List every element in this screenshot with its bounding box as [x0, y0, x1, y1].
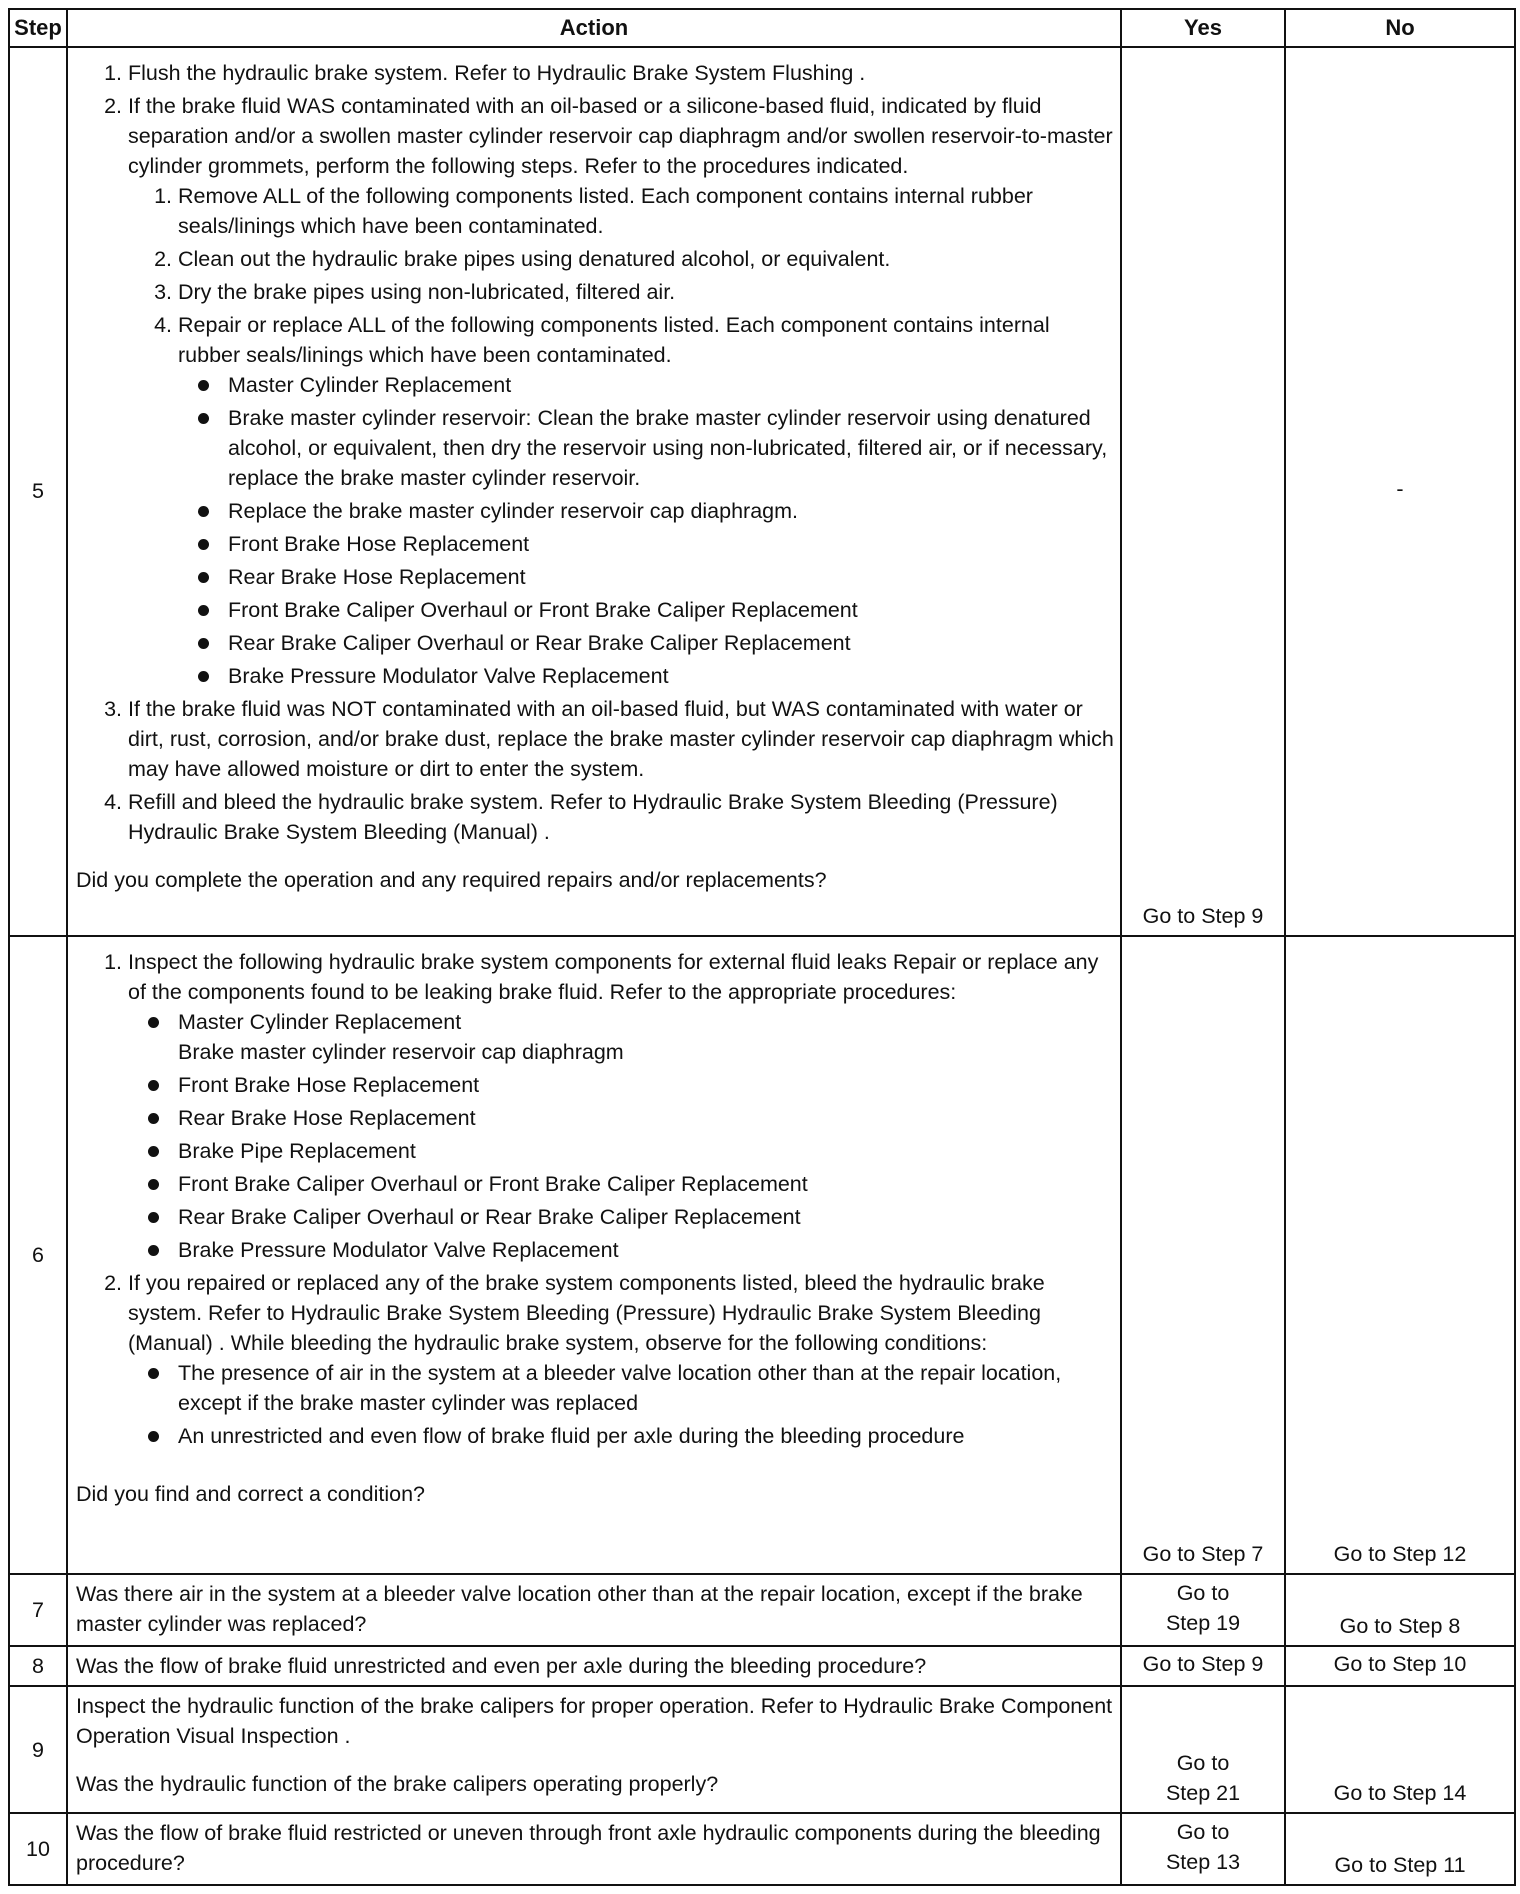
bullet-item: Brake Pressure Modulator Valve Replacement [228, 661, 1114, 691]
component-bullets [178, 370, 1114, 691]
bullet-item: Brake master cylinder reservoir: Clean the brake master cylinder reservoir using denatured alcohol, or equivalent, then dry the reservoir using non-lubricated, filtered air, or if necessary, replace the brake master cylinder reservoir. [228, 403, 1114, 493]
bullet-item [178, 1007, 1114, 1067]
action-cell: Was the flow of brake fluid restricted or uneven through front axle hydraulic components during the bleeding procedure? [67, 1813, 1121, 1885]
no-cell: Go to Step 11 [1285, 1813, 1515, 1885]
header-no: No [1285, 9, 1515, 47]
no-cell: - [1285, 47, 1515, 936]
step-number: 10 [9, 1813, 67, 1885]
bullet-text: Master Cylinder Replacement [178, 1009, 462, 1034]
header-row [9, 9, 1515, 47]
bullet-subtext: Brake master cylinder reservoir cap diaphragm [178, 1039, 624, 1064]
list-item: 3. Dry the brake pipes using non-lubricated, filtered air. [178, 277, 1114, 307]
action-cell [67, 936, 1121, 1574]
list-item-text: Inspect the following hydraulic brake system components for external fluid leaks Repair or replace any of the components found to be leaking brake fluid. Refer to the appropriate procedures: [128, 949, 1099, 1004]
bullet-item: Brake Pressure Modulator Valve Replacement [178, 1235, 1114, 1265]
step-number: 7 [9, 1574, 67, 1646]
no-cell: Go to Step 8 [1285, 1574, 1515, 1646]
no-cell: Go to Step 10 [1285, 1646, 1515, 1686]
bullet-item: Front Brake Hose Replacement [228, 529, 1114, 559]
yes-text: Go to Step 19 [1165, 1581, 1241, 1636]
yes-cell [1121, 1574, 1285, 1646]
table-row [9, 1686, 1515, 1812]
question-text: Did you find and correct a condition? [76, 1481, 425, 1506]
step-number: 9 [9, 1686, 67, 1812]
yes-cell: Go to Step 9 [1121, 47, 1285, 936]
header-step: Step [9, 9, 67, 47]
no-cell: Go to Step 12 [1285, 936, 1515, 1574]
bullet-item: Master Cylinder Replacement [228, 370, 1114, 400]
list-item: 1. Remove ALL of the following components listed. Each component contains internal rubber seals/linings which have been contaminated. [178, 181, 1114, 241]
sub-procedure-list [128, 181, 1114, 691]
bullet-item: Rear Brake Caliper Overhaul or Rear Brake Caliper Replacement [178, 1202, 1114, 1232]
list-item: 1. Flush the hydraulic brake system. Refer to Hydraulic Brake System Flushing . [128, 58, 1114, 88]
header-action: Action [67, 9, 1121, 47]
component-bullets [128, 1007, 1114, 1265]
question-text: Was the hydraulic function of the brake calipers operating properly? [76, 1772, 719, 1797]
action-cell: Was there air in the system at a bleeder valve location other than at the repair location, except if the brake master cylinder was replaced? [67, 1574, 1121, 1646]
bullet-item: The presence of air in the system at a bleeder valve location other than at the repair location, except if the brake master cylinder was replaced [178, 1358, 1114, 1418]
table-row [9, 47, 1515, 936]
bullet-item: Rear Brake Hose Replacement [178, 1103, 1114, 1133]
yes-cell [1121, 1813, 1285, 1885]
bullet-item: Brake Pipe Replacement [178, 1136, 1114, 1166]
bullet-item: Replace the brake master cylinder reservoir cap diaphragm. [228, 496, 1114, 526]
table-row [9, 1646, 1515, 1686]
list-item-text: If you repaired or replaced any of the brake system components listed, bleed the hydraulic brake system. Refer to Hydraulic Brake System Bleeding (Pressure) Hydraulic Brake System Bleeding (Manual) . While bleeding the hydraulic brake system, observe for the following conditions: [128, 1270, 1045, 1355]
step-number: 6 [9, 936, 67, 1574]
list-item-text: If the brake fluid WAS contaminated with an oil-based or a silicone-based fluid, indicated by fluid separation and/or a swollen master cylinder reservoir cap diaphragm and/or swollen reservoir-to-master cylinder grommets, perform the following steps. Refer to the procedures indicated. [128, 94, 1113, 178]
header-yes: Yes [1121, 9, 1285, 47]
list-item: 3. If the brake fluid was NOT contaminated with an oil-based fluid, but WAS contaminated with water or dirt, rust, corrosion, and/or brake dust, replace the brake master cylinder reservoir cap diaphragm which may have allowed moisture or dirt to enter the system. [128, 694, 1114, 784]
yes-cell: Go to Step 7 [1121, 936, 1285, 1574]
list-item [178, 310, 1114, 691]
bullet-item: Rear Brake Hose Replacement [228, 562, 1114, 592]
action-text: Inspect the hydraulic function of the brake calipers for proper operation. Refer to Hydraulic Brake Component Operation Visual Inspection . [76, 1694, 1113, 1749]
table-row [9, 936, 1515, 1574]
list-item [128, 947, 1114, 1265]
action-cell [67, 1686, 1121, 1812]
yes-cell [1121, 1686, 1285, 1812]
list-item-text: Repair or replace ALL of the following components listed. Each component contains internal rubber seals/linings which have been contaminated. [178, 313, 1050, 367]
action-cell [67, 47, 1121, 936]
bullet-item: Front Brake Caliper Overhaul or Front Brake Caliper Replacement [228, 595, 1114, 625]
table-row [9, 1574, 1515, 1646]
bullet-item: Front Brake Hose Replacement [178, 1070, 1114, 1100]
yes-text: Go to Step 13 [1165, 1819, 1241, 1874]
procedure-list [76, 947, 1114, 1451]
procedure-list [76, 58, 1114, 847]
diagnostic-table [8, 8, 1516, 1886]
action-cell: Was the flow of brake fluid unrestricted and even per axle during the bleeding procedure? [67, 1646, 1121, 1686]
table-row [9, 1813, 1515, 1885]
bullet-item: Front Brake Caliper Overhaul or Front Brake Caliper Replacement [178, 1169, 1114, 1199]
list-item [128, 1268, 1114, 1451]
condition-bullets [128, 1358, 1114, 1451]
list-item: 4. Refill and bleed the hydraulic brake system. Refer to Hydraulic Brake System Bleeding (Pressure) Hydraulic Brake System Bleeding (Manual) . [128, 787, 1114, 847]
yes-text: Go to Step 21 [1165, 1750, 1241, 1805]
yes-cell: Go to Step 9 [1121, 1646, 1285, 1686]
list-item [128, 91, 1114, 691]
step-number: 8 [9, 1646, 67, 1686]
no-cell: Go to Step 14 [1285, 1686, 1515, 1812]
bullet-item: Rear Brake Caliper Overhaul or Rear Brake Caliper Replacement [228, 628, 1114, 658]
question-text: Did you complete the operation and any required repairs and/or replacements? [76, 868, 827, 892]
step-number: 5 [9, 47, 67, 936]
list-item: 2. Clean out the hydraulic brake pipes using denatured alcohol, or equivalent. [178, 244, 1114, 274]
bullet-item: An unrestricted and even flow of brake fluid per axle during the bleeding procedure [178, 1421, 1114, 1451]
